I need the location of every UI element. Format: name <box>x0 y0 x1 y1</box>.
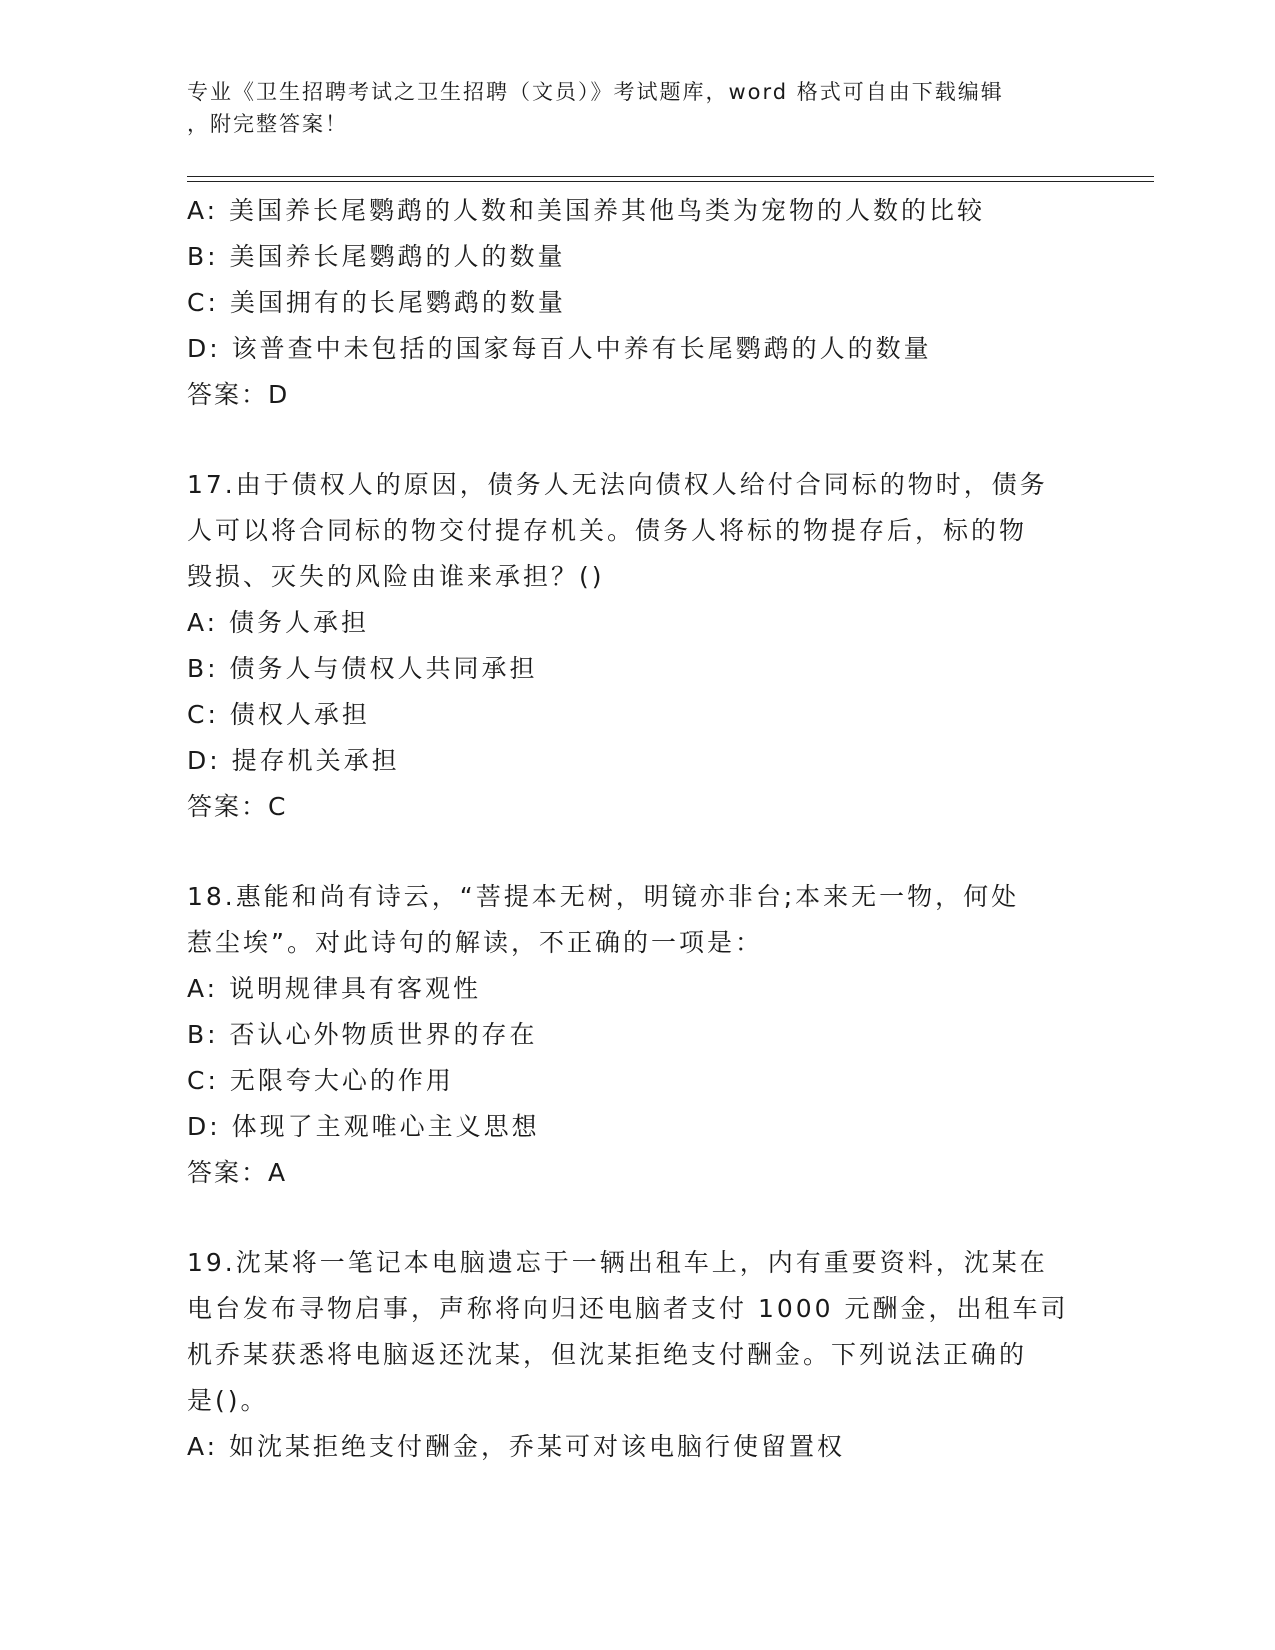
option-b: B: 债务人与债权人共同承担 <box>187 654 538 683</box>
question-block-17 <box>187 462 1087 830</box>
option-a: A: 债务人承担 <box>187 608 370 637</box>
answer-line: 答案：C <box>187 792 288 821</box>
question-text-line: 机乔某获悉将电脑返还沈某，但沈某拒绝支付酬金。下列说法正确的 <box>187 1340 1028 1369</box>
answer-line: 答案：A <box>187 1158 288 1187</box>
question-text-line: 是()。 <box>187 1386 269 1415</box>
question-text-line: 18.惠能和尚有诗云，“菩提本无树，明镜亦非台;本来无一物，何处 <box>187 882 1020 911</box>
option-a: A: 美国养长尾鹦鹉的人数和美国养其他鸟类为宠物的人数的比较 <box>187 196 986 225</box>
question-list <box>187 188 1087 1470</box>
answer-line: 答案：D <box>187 380 290 409</box>
option-a: A: 如沈某拒绝支付酬金，乔某可对该电脑行使留置权 <box>187 1432 846 1461</box>
option-a: A: 说明规律具有客观性 <box>187 974 482 1003</box>
document-header <box>187 76 1067 140</box>
header-rule-top <box>187 176 1154 177</box>
question-text-line: 19.沈某将一笔记本电脑遗忘于一辆出租车上，内有重要资料，沈某在 <box>187 1248 1048 1277</box>
header-rule-bottom <box>187 181 1154 182</box>
question-block-16 <box>187 188 1087 418</box>
question-text-line: 电台发布寻物启事，声称将向归还电脑者支付 1000 元酬金，出租车司 <box>187 1294 1069 1323</box>
question-text-line: 毁损、灭失的风险由谁来承担？() <box>187 562 605 591</box>
header-line-1: 专业《卫生招聘考试之卫生招聘（文员）》考试题库，word 格式可自由下载编辑 <box>187 80 1004 104</box>
header-line-2: ，附完整答案！ <box>187 112 348 136</box>
option-d: D: 该普查中未包括的国家每百人中养有长尾鹦鹉的人的数量 <box>187 334 932 363</box>
option-c: C: 美国拥有的长尾鹦鹉的数量 <box>187 288 566 317</box>
option-c: C: 债权人承担 <box>187 700 370 729</box>
option-d: D: 提存机关承担 <box>187 746 400 775</box>
question-text-line: 人可以将合同标的物交付提存机关。债务人将标的物提存后，标的物 <box>187 516 1028 545</box>
question-block-18 <box>187 874 1087 1196</box>
option-b: B: 美国养长尾鹦鹉的人的数量 <box>187 242 566 271</box>
option-c: C: 无限夸大心的作用 <box>187 1066 454 1095</box>
option-d: D: 体现了主观唯心主义思想 <box>187 1112 540 1141</box>
question-block-19 <box>187 1240 1087 1470</box>
question-text-line: 17.由于债权人的原因，债务人无法向债权人给付合同标的物时，债务 <box>187 470 1048 499</box>
question-text-line: 惹尘埃”。对此诗句的解读，不正确的一项是： <box>187 928 763 957</box>
option-b: B: 否认心外物质世界的存在 <box>187 1020 538 1049</box>
